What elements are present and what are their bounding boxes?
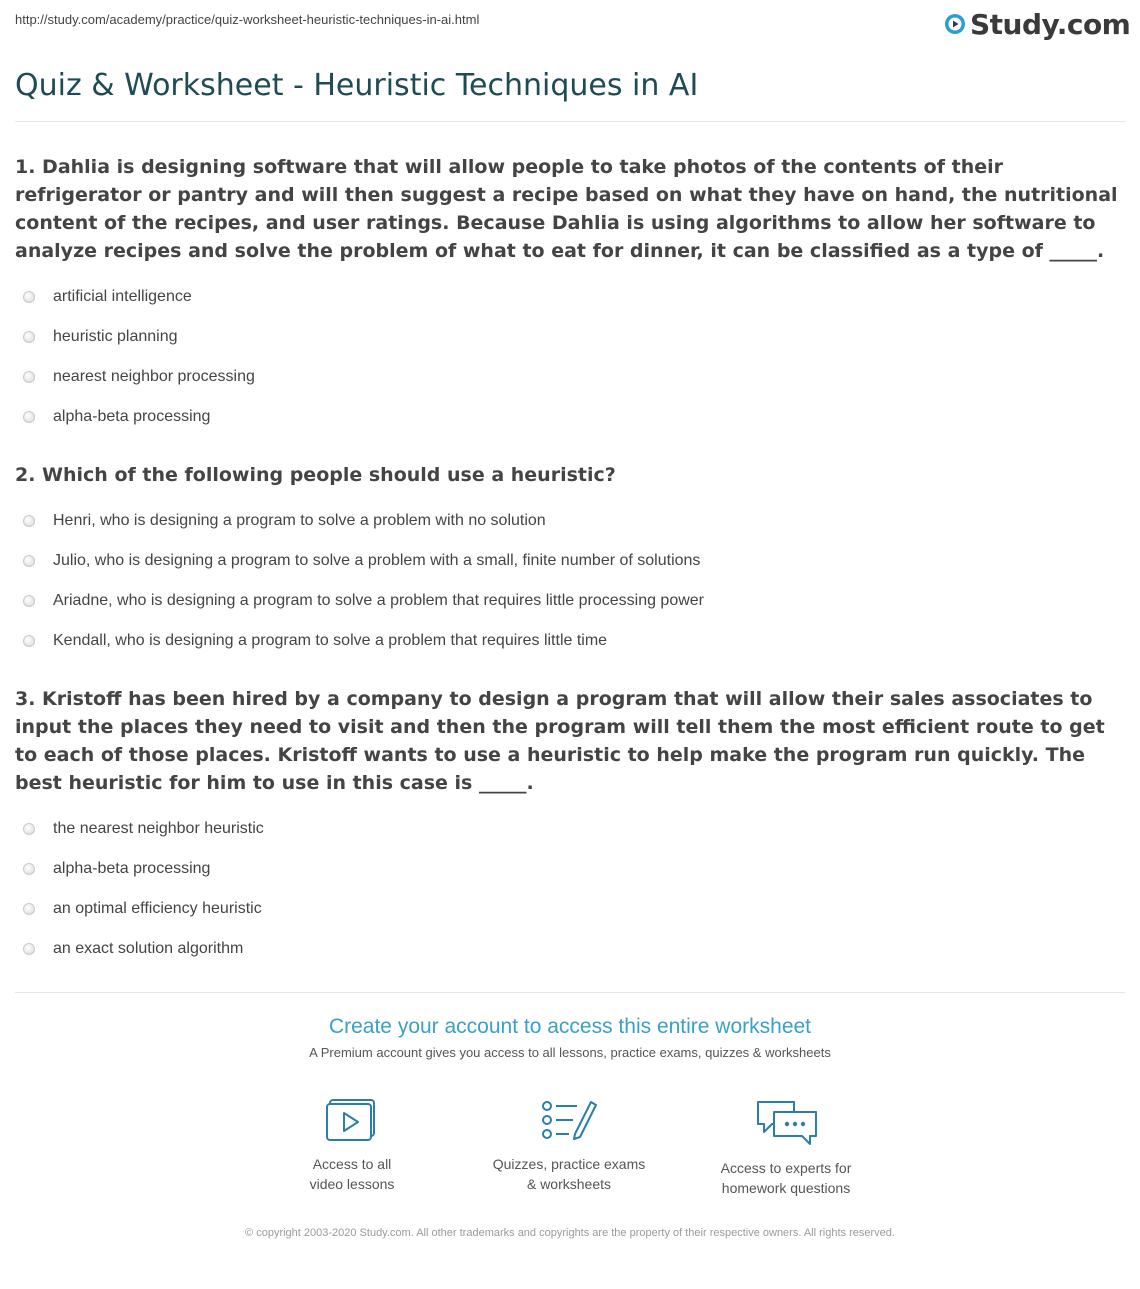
radio-button[interactable] <box>23 515 35 527</box>
feature-label: Access to all video lessons <box>309 1156 395 1192</box>
radio-button[interactable] <box>23 371 35 383</box>
option-label: alpha-beta processing <box>53 408 211 425</box>
option-label: an optimal efficiency heuristic <box>53 900 262 917</box>
answer-option[interactable] <box>15 809 1120 849</box>
radio-button[interactable] <box>23 635 35 647</box>
feature-label: Quizzes, practice exams & worksheets <box>492 1156 646 1192</box>
answer-option[interactable] <box>15 621 1120 661</box>
radio-button[interactable] <box>23 291 35 303</box>
question-text: 3. Kristoff has been hired by a company to design a program that will allow their sales associates to input the places they need to visit and then the program will tell them the most efficient route to get to each of those places. Kristoff wants to use a heuristic to help make the program run quickly. The best heuristic for him to use in this case is _____. <box>15 688 1105 794</box>
option-label: Kendall, who is designing a program to solve a problem that requires little time <box>53 632 608 649</box>
answer-option[interactable] <box>15 357 1120 397</box>
cta-title-link[interactable]: Create your account to access this entire worksheet <box>328 1015 812 1038</box>
option-label: an exact solution algorithm <box>53 940 244 957</box>
answer-option[interactable] <box>15 541 1120 581</box>
answer-option[interactable] <box>15 849 1120 889</box>
option-label: artificial intelligence <box>53 288 192 305</box>
page-url: http://study.com/academy/practice/quiz-worksheet-heuristic-techniques-in-ai.html <box>15 12 480 27</box>
answer-option[interactable] <box>15 889 1120 929</box>
option-label: Julio, who is designing a program to solve a problem with a small, finite number of solutions <box>53 552 701 569</box>
question-1 <box>15 153 1120 437</box>
feature-label: Access to experts for homework questions <box>720 1160 852 1196</box>
radio-button[interactable] <box>23 555 35 567</box>
answer-option[interactable] <box>15 277 1120 317</box>
option-label: the nearest neighbor heuristic <box>53 820 264 837</box>
answer-option[interactable] <box>15 501 1120 541</box>
video-lesson-icon <box>326 1098 378 1142</box>
answer-options <box>15 277 1120 437</box>
radio-button[interactable] <box>23 331 35 343</box>
question-3 <box>15 685 1120 969</box>
option-label: Henri, who is designing a program to solve a problem with no solution <box>53 512 546 529</box>
answer-option[interactable] <box>15 581 1120 621</box>
radio-button[interactable] <box>23 823 35 835</box>
answer-option[interactable] <box>15 929 1120 969</box>
question-2 <box>15 461 1120 661</box>
cta-subtitle: A Premium account gives you access to all lessons, practice exams, quizzes & worksheets <box>309 1045 831 1060</box>
copyright: © copyright 2003-2020 Study.com. All other trademarks and copyrights are the property of their respective owners. All rights reserved. <box>245 1227 895 1239</box>
question-text: 1. Dahlia is designing software that will allow people to take photos of the contents of their refrigerator or pantry and will then suggest a recipe based on what they have on hand, the nutritional content of the recipes, and user ratings. Because Dahlia is using algorithms to allow her software to analyze recipes and solve the problem of what to eat for dinner, it can be classified as a type of _____. <box>15 156 1118 262</box>
logo-text: Study.com <box>970 7 1131 41</box>
option-label: nearest neighbor processing <box>53 368 255 385</box>
radio-button[interactable] <box>23 903 35 915</box>
feature-experts <box>686 1098 886 1198</box>
feature-quizzes <box>469 1098 669 1194</box>
option-label: heuristic planning <box>53 328 178 345</box>
quiz-checklist-icon <box>541 1098 597 1142</box>
premium-features <box>0 1098 1140 1198</box>
chat-bubbles-icon <box>754 1098 818 1146</box>
radio-button[interactable] <box>23 863 35 875</box>
signup-cta <box>0 1015 1140 1060</box>
feature-video-lessons <box>252 1098 452 1194</box>
study-logo[interactable] <box>944 6 1130 42</box>
option-label: Ariadne, who is designing a program to solve a problem that requires little processing power <box>53 592 705 609</box>
page-title: Quiz & Worksheet - Heuristic Techniques in AI <box>15 68 699 103</box>
play-circle-icon <box>944 13 966 35</box>
radio-button[interactable] <box>23 943 35 955</box>
radio-button[interactable] <box>23 411 35 423</box>
option-label: alpha-beta processing <box>53 860 211 877</box>
title-divider <box>15 121 1125 122</box>
answer-options <box>15 809 1120 969</box>
content-divider <box>15 992 1125 993</box>
radio-button[interactable] <box>23 595 35 607</box>
answer-options <box>15 501 1120 661</box>
answer-option[interactable] <box>15 317 1120 357</box>
question-text: 2. Which of the following people should use a heuristic? <box>15 464 616 486</box>
answer-option[interactable] <box>15 397 1120 437</box>
